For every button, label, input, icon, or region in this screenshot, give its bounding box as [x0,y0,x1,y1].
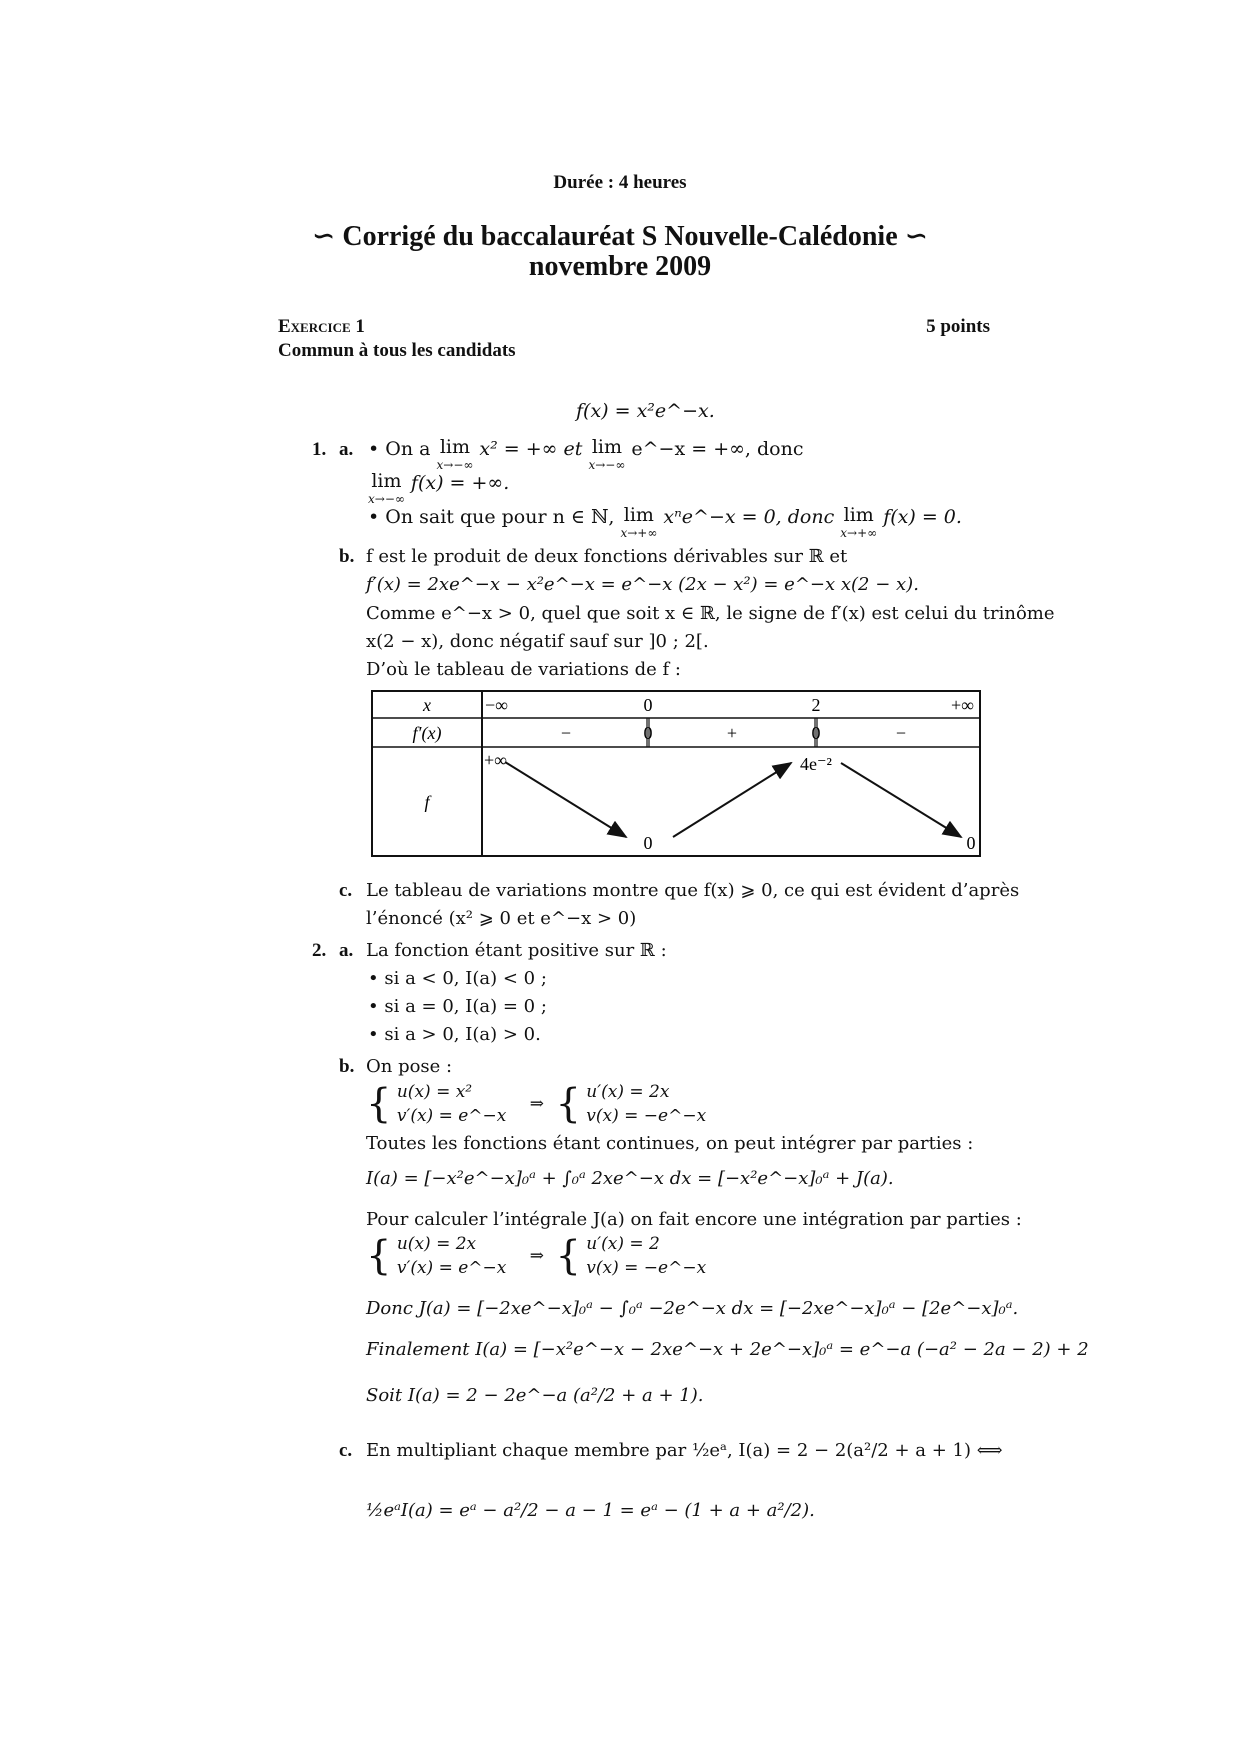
q2a-intro: La fonction étant positive sur ℝ : [366,940,667,961]
system-row: u(x) = x² [396,1082,473,1102]
row-fprime-label: f′(x) [412,723,442,743]
limit [588,438,625,471]
bullet-icon: • [368,968,379,989]
brace-icon: { [555,1233,581,1279]
x-value: 2 [811,695,821,715]
system-row: u′(x) = 2x [586,1082,670,1102]
q2b-label: b. [339,1056,355,1077]
q1b-label: b. [339,546,355,567]
system-right [586,1232,706,1280]
q1a-label: a. [339,439,354,460]
exercise-points: 5 points [926,316,990,337]
decrease-arrow-icon [841,763,961,837]
title-line-1: Corrigé du baccalauréat S Nouvelle-Calédonie [342,221,898,252]
system-right [586,1080,706,1128]
q1a-bullet-1-cont [368,472,509,505]
q2b-Ja: Donc J(a) = [−2xe^−x]₀ᵃ − ∫₀ᵃ −2e^−x dx = [−2xe^−x]₀ᵃ − [2e^−x]₀ᵃ. [366,1298,1019,1319]
function-definition: f(x) = x²e^−x. [576,400,715,422]
q2b-final: Finalement I(a) = [−x²e^−x − 2xe^−x + 2e^−x]₀ᵃ = e^−a (−a² − 2a − 2) + 2 [366,1339,1089,1360]
system-row: v(x) = −e^−x [586,1258,707,1278]
q1c-label: c. [339,880,353,901]
q2a-case [368,996,547,1017]
sign: 0 [643,723,653,743]
x-value: +∞ [951,695,974,715]
system-row: v(x) = −e^−x [586,1106,707,1126]
q1a-expr: f(x) = +∞. [410,472,510,494]
brace-icon: { [366,1233,392,1279]
implies-icon: ⇒ [529,1246,545,1266]
lim-word: lim [591,436,622,458]
q1a-bullet-1 [368,438,804,471]
lim-sub: x→+∞ [840,526,878,540]
q2c-label: c. [339,1440,353,1461]
row-f-label: f [424,792,430,812]
row-x-label: x [423,695,431,715]
ornament-right-icon: ∽ [904,221,929,252]
system-left [397,1232,507,1280]
exercise-subtitle: Commun à tous les candidats [278,340,516,361]
q2b-ipp: Toutes les fonctions étant continues, on peut intégrer par parties : [366,1133,974,1154]
sign: 0 [811,723,821,743]
lim-sub: x→+∞ [620,526,658,540]
lim-sub: x→−∞ [588,458,626,472]
lim-word: lim [623,504,654,526]
ornament-left-icon: ∽ [311,221,336,252]
q1b-line-2: f′(x) = 2xe^−x − x²e^−x = e^−x (2x − x²) = e^−x x(2 − x). [366,574,919,595]
lim-word: lim [843,504,874,526]
system-left [397,1080,507,1128]
f-value: 0 [966,833,976,853]
x-value: −∞ [485,695,508,715]
q2-number: 2. [312,940,327,961]
f-value: 0 [643,833,653,853]
q1b-line-5: D’où le tableau de variations de f : [366,659,681,680]
system-row: v′(x) = e^−x [396,1258,507,1278]
f-value: +∞ [484,750,507,770]
decrease-arrow-icon [505,762,626,837]
lim-word: lim [371,470,402,492]
lim-word: lim [439,436,471,458]
lim-sub: x→−∞ [436,458,474,472]
q2b-calc: Pour calculer l’intégrale J(a) on fait encore une intégration par parties : [366,1209,1022,1230]
brace-icon: { [555,1081,581,1127]
q2c-line-1: En multipliant chaque membre par ½eᵃ, I(a) = 2 − 2(a²/2 + a + 1) ⟺ [366,1440,1003,1461]
case-text: si a < 0, I(a) < 0 ; [384,968,547,989]
q1a-text: On a [385,438,431,460]
sign: + [726,723,738,743]
limit [620,506,657,539]
q2c-line-2: ½eᵃI(a) = eᵃ − a²/2 − a − 1 = eᵃ − (1 + a + a²/2). [366,1500,815,1521]
implies-icon: ⇒ [529,1094,545,1114]
q1a-expr: f(x) = 0. [883,506,962,528]
q1b-line-3: Comme e^−x > 0, quel que soit x ∈ ℝ, le signe de f′(x) est celui du trinôme [366,603,1055,624]
q1c-line-1: Le tableau de variations montre que f(x) ⩾ 0, ce qui est évident d’après [366,880,1020,901]
x-value: 0 [643,695,653,715]
page-title [0,219,1240,253]
case-text: si a = 0, I(a) = 0 ; [384,996,547,1017]
system-row: u′(x) = 2 [586,1234,660,1254]
limit [368,472,405,505]
q1b-line-1: f est le produit de deux fonctions dérivables sur ℝ et [366,546,848,567]
bullet-icon: • [368,438,380,460]
system-row: u(x) = 2x [396,1234,477,1254]
bullet-icon: • [368,996,379,1017]
q1b-line-4: x(2 − x), donc négatif sauf sur ]0 ; 2[. [366,631,709,652]
system-2 [366,1232,706,1280]
q1-number: 1. [312,439,327,460]
lim-sub: x→−∞ [368,492,405,506]
q1a-expr: xⁿe^−x = 0, donc [663,506,835,528]
table-border [372,691,980,856]
sign: − [560,723,572,743]
duration: Durée : 4 heures [553,172,687,193]
variation-table-svg [371,690,981,857]
bullet-icon: • [368,506,380,528]
q1a-bullet-2 [368,506,962,539]
system-1 [366,1080,706,1128]
q2b-soit: Soit I(a) = 2 − 2e^−a (a²/2 + a + 1). [366,1385,704,1406]
q2a-label: a. [339,940,354,961]
q1c-line-2: l’énoncé (x² ⩾ 0 et e^−x > 0) [366,908,637,929]
limit [437,438,474,471]
variation-table [371,690,981,857]
q1a-expr: x² = +∞ et [479,438,583,460]
q2a-case [368,1024,541,1045]
exercise-label: Exercice 1 [278,316,365,337]
q1a-text: On sait que pour n ∈ ℕ, [385,506,615,528]
q1a-expr: e^−x = +∞, donc [631,438,804,460]
q2a-case [368,968,547,989]
brace-icon: { [366,1081,392,1127]
bullet-icon: • [368,1024,379,1045]
sign: − [895,723,907,743]
system-row: v′(x) = e^−x [396,1106,507,1126]
f-value: 4e⁻² [800,754,832,774]
q2b-Ia: I(a) = [−x²e^−x]₀ᵃ + ∫₀ᵃ 2xe^−x dx = [−x²e^−x]₀ᵃ + J(a). [366,1168,894,1189]
increase-arrow-icon [673,763,791,837]
limit [840,506,877,539]
q2b-pose: On pose : [366,1056,453,1077]
case-text: si a > 0, I(a) > 0. [384,1024,541,1045]
title-line-2: novembre 2009 [528,251,712,282]
